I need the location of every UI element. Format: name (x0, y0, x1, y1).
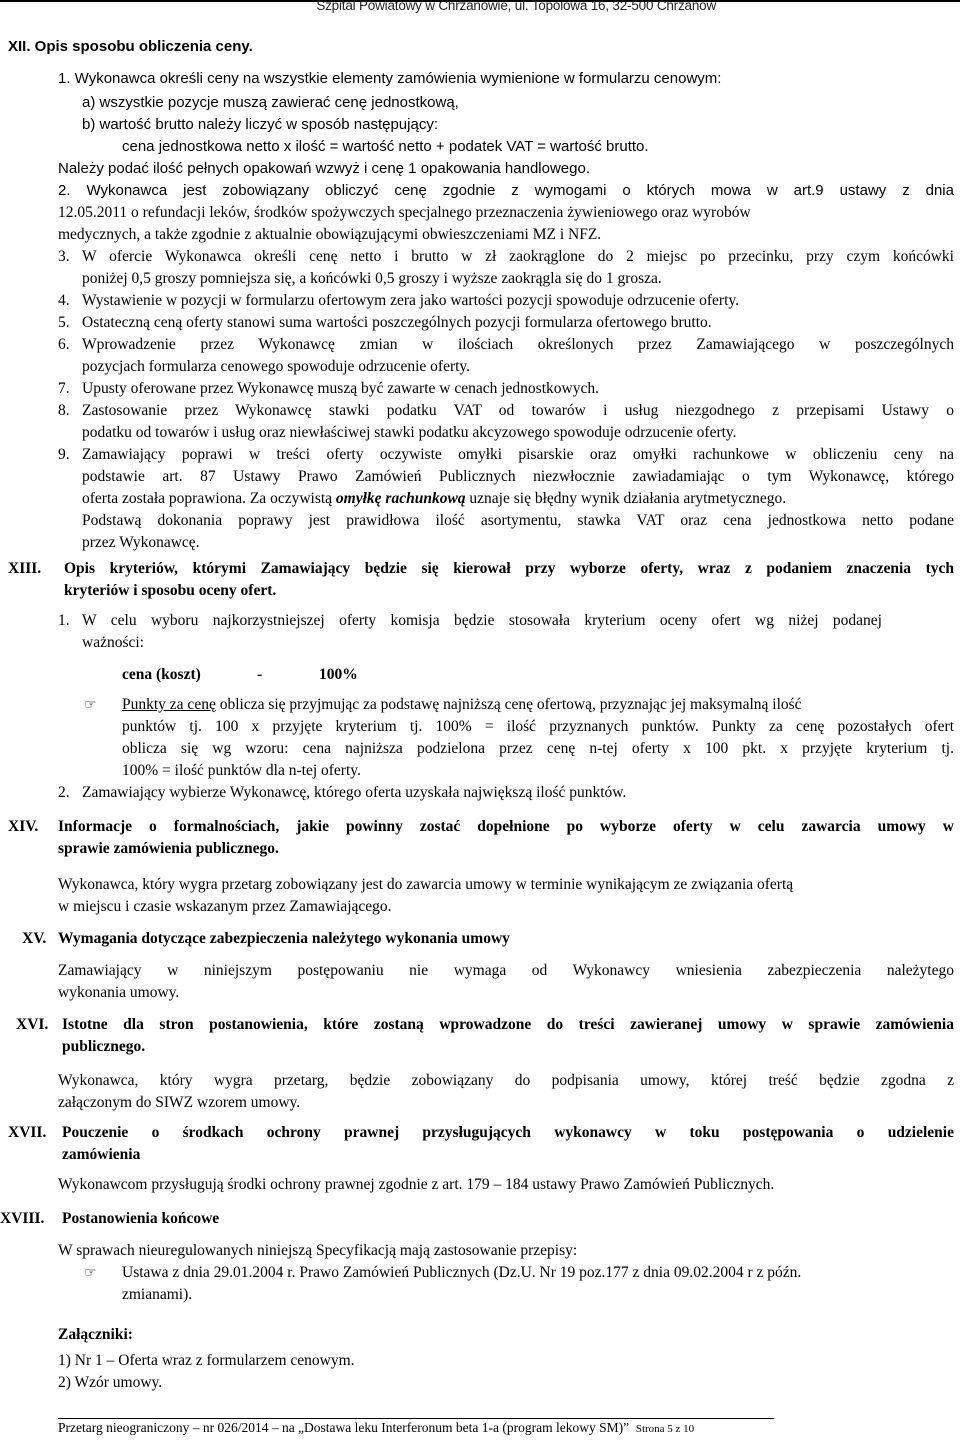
section-xiv-title-b: sprawie zamówienia publicznego. (58, 840, 279, 857)
section-xvii-number: XVII. (8, 1124, 47, 1141)
points-rule-d: 100% = ilość punktów dla n-tej oferty. (122, 762, 361, 779)
section-xiv-title-a: Informacje o formalnościach, jakie powinny zostać dopełnione po wyborze oferty w celu zawarcia umowy w (58, 818, 954, 835)
s12-num-3: 3. (58, 248, 70, 265)
s12-item-9c-part3: uznaje się błędny wynik działania arytmetycznego. (465, 490, 787, 507)
s16-text-b: załączonym do SIWZ wzorem umowy. (58, 1094, 301, 1111)
s12-formula: cena jednostkowa netto x ilość = wartość netto + podatek VAT = wartość brutto. (122, 138, 649, 155)
s13-item-1b: ważności: (82, 634, 144, 651)
section-xiv-number: XIV. (8, 818, 39, 835)
s13-item-1a: W celu wyboru najkorzystniejszej oferty komisja będzie stosowała kryterium oceny ofert wg niżej podanej (82, 612, 882, 629)
s17-text: Wykonawcom przysługują środki ochrony prawnej zgodnie z art. 179 – 184 ustawy Prawo Zamówień Publicznych. (58, 1176, 775, 1193)
s12-item-2c: medycznych, a także zgodnie z aktualnie obowiązującymi obwieszczeniami MZ i NFZ. (58, 226, 602, 243)
section-xiii-number: XIII. (8, 560, 42, 577)
s12-item-7: Upusty oferowane przez Wykonawcę muszą być zawarte w cenach jednostkowych. (82, 380, 599, 397)
s12-item-3a: W ofercie Wykonawca określi cenę netto i brutto w zł zaokrąglone do 2 miejsc po przecinku, przy czym końcówki (82, 248, 954, 265)
s14-text-b: w miejscu i czasie wskazanym przez Zamawiającego. (58, 898, 392, 915)
s13-item-2: Zamawiający wybierze Wykonawcę, którego oferta uzyskała największą ilość punktów. (82, 784, 627, 801)
criterion-dash: - (257, 666, 263, 683)
s12-item-6b: pozycjach formularza cenowego spowoduje odrzucenie oferty. (82, 358, 471, 375)
s12-item-1: 1. Wykonawca określi ceny na wszystkie elementy zamówienia wymienione w formularzu cenowym: (58, 70, 722, 87)
s18-list-b: zmianami). (122, 1286, 193, 1303)
s15-text-b: wykonania umowy. (58, 984, 180, 1001)
section-xvi-title-b: publicznego. (62, 1038, 146, 1055)
s12-packaging-note: Należy podać ilość pełnych opakowań wzwyż i cenę 1 opakowania handlowego. (58, 160, 590, 177)
s12-num-7: 7. (58, 380, 70, 397)
points-rule-a-text: oblicza się przyjmując za podstawę najniższą cenę ofertową, przyznając jej maksymalną ilość (215, 696, 802, 713)
s12-item-5: Ostateczną ceną oferty stanowi suma wartości poszczególnych pozycji formularza ofertowego brutto. (82, 314, 712, 331)
s12-item-2b: 12.05.2011 o refundacji leków, środków spożywczych specjalnego przeznaczenia żywieniowego oraz wyrobów (58, 204, 751, 221)
section-xvii-title-b: zamówienia (62, 1146, 141, 1163)
s12-item-9b: podstawie art. 87 Ustawy Prawo Zamówień Publicznych niezwłocznie zawiadamiając o tym Wykonawcę, którego (82, 468, 954, 485)
section-xiii-title-a: Opis kryteriów, którymi Zamawiający będzie się kierował przy wyborze oferty, wraz z podaniem znaczenia tych (64, 560, 954, 577)
points-rule-a (122, 696, 802, 714)
s12-item-8a: Zastosowanie przez Wykonawcę stawki podatku VAT od towarów i usług niezgodnego z przepisami Ustawy o (82, 402, 954, 419)
s13-num-1: 1. (58, 612, 70, 629)
section-xvi-title-a: Istotne dla stron postanowienia, które zostaną wprowadzone do treści zawieranej umowy w sprawie zamówienia (62, 1016, 954, 1033)
page-footer (58, 1420, 694, 1436)
s15-text-a: Zamawiający w niniejszym postępowaniu nie wymaga od Wykonawcy wniesienia zabezpieczenia należytego (58, 962, 954, 979)
s12-item-3b: poniżej 0,5 groszy pomniejsza się, a końcówki 0,5 groszy i wyższe zaokrągla się do 1 grosza. (82, 270, 662, 287)
footer-rule (58, 1418, 774, 1419)
section-xv-title: Wymagania dotyczące zabezpieczenia należytego wykonania umowy (58, 930, 510, 947)
s12-item-4: Wystawienie w pozycji w formularzu ofertowym zera jako wartości pozycji spowoduje odrzucenie oferty. (82, 292, 740, 309)
s13-num-2: 2. (58, 784, 70, 801)
s12-num-6: 6. (58, 336, 70, 353)
criterion-name: cena (koszt) (122, 666, 201, 683)
s12-item-9c (82, 490, 786, 508)
s14-text-a: Wykonawca, który wygra przetarg zobowiązany jest do zawarcia umowy w terminie wynikającym ze związania ofertą (58, 876, 794, 893)
s18-list-a: Ustawa z dnia 29.01.2004 r. Prawo Zamówień Publicznych (Dz.U. Nr 19 poz.177 z dnia 09.02.2004 r z późn. (122, 1264, 802, 1281)
footer-tender-title: Przetarg nieograniczony – nr 026/2014 – na „Dostawa leku Interferonum beta 1-a (program lekowy SM)” (58, 1420, 630, 1435)
s12-item-9a: Zamawiający poprawi w treści oferty oczywiste omyłki pisarskie oraz omyłki rachunkowe w obliczeniu ceny na (82, 446, 954, 463)
section-xii-title: XII. Opis sposobu obliczenia ceny. (8, 38, 253, 55)
s12-item-8b: podatku od towarów i usług oraz niewłaściwej stawki podatku akcyzowego spowoduje odrzucenie oferty. (82, 424, 737, 441)
attachments-title: Załączniki: (58, 1326, 133, 1343)
s12-item-9c-part1: oferta została poprawiona. Za oczywistą (82, 490, 336, 507)
header-address: Szpital Powiatowy w Chrzanowie, ul. Topolowa 16, 32-500 Chrzanów (316, 0, 716, 13)
pointing-hand-icon: ☞ (84, 697, 97, 713)
section-xiii-title-b: kryteriów i sposobu oceny ofert. (64, 582, 277, 599)
points-rule-label: Punkty za cenę (122, 696, 216, 713)
criterion-weight: 100% (319, 666, 358, 683)
section-xviii-title: Postanowienia końcowe (62, 1210, 220, 1227)
s12-num-5: 5. (58, 314, 70, 331)
s12-item-9e: przez Wykonawcę. (82, 534, 200, 551)
s12-item-9d: Podstawą dokonania poprawy jest prawidłowa ilość asortymentu, stawka VAT oraz cena jednostkowa netto podane (82, 512, 954, 529)
s12-num-9: 9. (58, 446, 70, 463)
section-xviii-number: XVIII. (0, 1210, 45, 1227)
attachment-item: 2) Wzór umowy. (58, 1374, 163, 1391)
s16-text-a: Wykonawca, który wygra przetarg, będzie zobowiązany do podpisania umowy, której treść będzie zgodna z (58, 1072, 954, 1089)
pointing-hand-icon: ☞ (84, 1265, 97, 1281)
section-xvii-title-a: Pouczenie o środkach ochrony prawnej przysługujących wykonawcy w toku postępowania o udzielenie (62, 1124, 954, 1141)
s12-num-4: 4. (58, 292, 70, 309)
s12-item-2a: 2. Wykonawca jest zobowiązany obliczyć cenę zgodnie z wymogami o których mowa w art.9 ustawy z dnia (58, 182, 954, 199)
section-xv-number: XV. (22, 930, 47, 947)
s12-item-6a: Wprowadzenie przez Wykonawcę zmian w ilościach określonych przez Zamawiającego w poszczególnych (82, 336, 954, 353)
attachment-item: 1) Nr 1 – Oferta wraz z formularzem cenowym. (58, 1352, 355, 1369)
s18-text: W sprawach nieuregulowanych niniejszą Specyfikacją mają zastosowanie przepisy: (58, 1242, 578, 1259)
s12-item-1b: b) wartość brutto należy liczyć w sposób następujący: (82, 116, 438, 133)
s12-item-9c-emphasis: omyłkę rachunkową (335, 490, 466, 507)
page-number: Strona 5 z 10 (635, 1423, 695, 1435)
s12-item-1a: a) wszystkie pozycje muszą zawierać cenę jednostkową, (82, 94, 459, 111)
points-rule-c: oblicza się wg wzoru: cena najniższa podzielona przez cenę n-tej oferty x 100 pkt. x przyjęte kryterium tj. (122, 740, 954, 757)
section-xvi-number: XVI. (16, 1016, 49, 1033)
s12-num-8: 8. (58, 402, 70, 419)
points-rule-b: punktów tj. 100 x przyjęte kryterium tj. 100% = ilość przyznanych punktów. Punkty za cenę pozostałych ofert (122, 718, 954, 735)
